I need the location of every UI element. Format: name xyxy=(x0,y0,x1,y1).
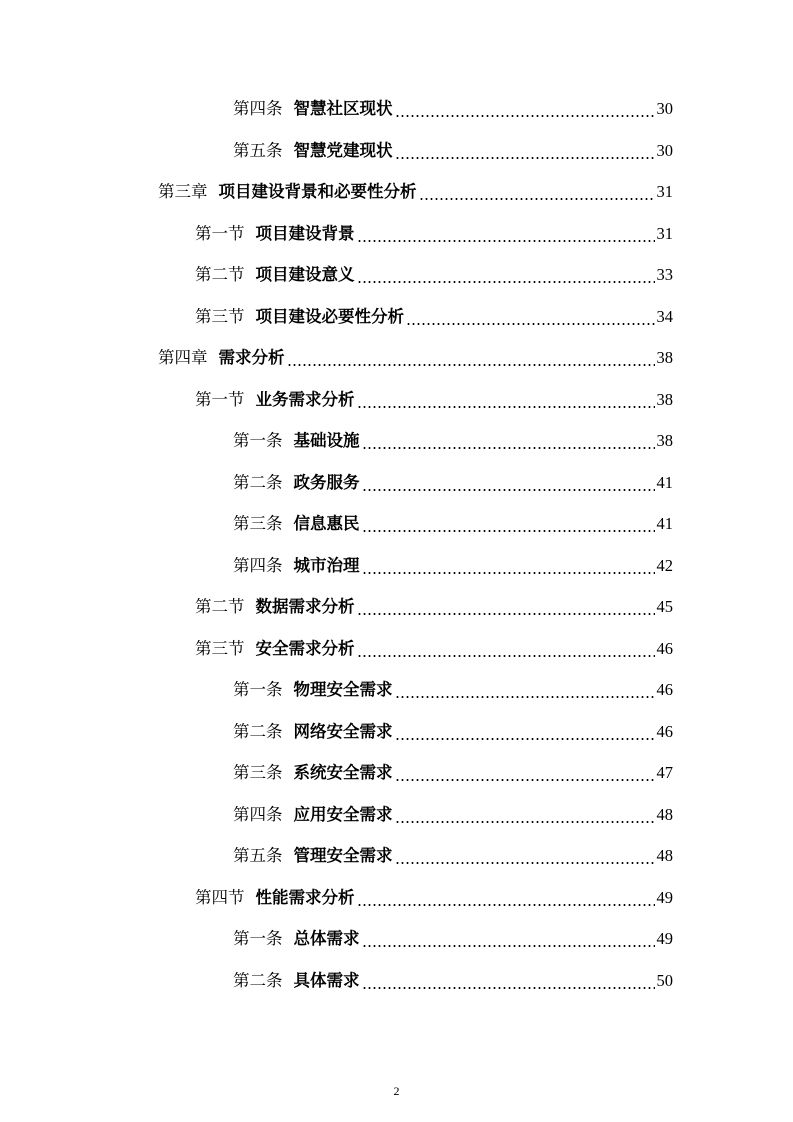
toc-entry-title: 项目建设背景和必要性分析 xyxy=(218,182,417,201)
toc-dot-leader xyxy=(406,305,655,329)
toc-dot-leader xyxy=(362,471,655,495)
toc-entry[interactable] xyxy=(195,222,673,246)
toc-entry-page: 46 xyxy=(656,639,673,658)
toc-entry[interactable] xyxy=(233,678,673,702)
toc-dot-leader xyxy=(287,346,655,370)
toc-dot-leader xyxy=(362,927,655,951)
toc-entry-page: 49 xyxy=(656,888,673,907)
toc-entry-page: 33 xyxy=(656,265,673,284)
page-number: 2 xyxy=(393,1084,400,1098)
toc-entry[interactable] xyxy=(233,927,673,951)
toc-dot-leader xyxy=(395,139,655,163)
toc-entry[interactable] xyxy=(158,180,673,204)
toc-dot-leader xyxy=(395,844,655,868)
toc-entry-page: 30 xyxy=(656,141,673,160)
toc-entry-page: 41 xyxy=(656,473,673,492)
toc-entry-number: 第二节 xyxy=(195,265,245,284)
toc-entry[interactable] xyxy=(233,761,673,785)
toc-entry-title: 项目建设背景 xyxy=(255,224,355,243)
toc-entry[interactable] xyxy=(195,263,673,287)
toc-dot-leader xyxy=(362,512,655,536)
toc-entry-page: 48 xyxy=(656,805,673,824)
toc-entry-number: 第三条 xyxy=(233,514,283,533)
toc-dot-leader xyxy=(419,180,655,204)
toc-entry-page: 47 xyxy=(656,763,673,782)
toc-entry-number: 第五条 xyxy=(233,141,283,160)
toc-entry[interactable] xyxy=(158,346,673,370)
toc-entry-page: 50 xyxy=(656,971,673,990)
toc-entry-title: 管理安全需求 xyxy=(293,846,393,865)
toc-entry-number: 第四条 xyxy=(233,805,283,824)
toc-entry-number: 第二节 xyxy=(195,597,245,616)
toc-entry-page: 38 xyxy=(656,348,673,367)
toc-entry-title: 智慧社区现状 xyxy=(293,99,393,118)
toc-entry-title: 基础设施 xyxy=(293,431,360,450)
toc-entry-page: 30 xyxy=(656,99,673,118)
toc-entry-title: 安全需求分析 xyxy=(255,639,355,658)
toc-entry-page: 34 xyxy=(656,307,673,326)
toc-entry[interactable] xyxy=(195,637,673,661)
toc-entry-page: 38 xyxy=(656,431,673,450)
toc-entry[interactable] xyxy=(195,886,673,910)
toc-dot-leader xyxy=(357,263,655,287)
toc-dot-leader xyxy=(357,595,655,619)
toc-entry[interactable] xyxy=(233,139,673,163)
toc-dot-leader xyxy=(362,429,655,453)
toc-entry[interactable] xyxy=(233,969,673,993)
toc-entry[interactable] xyxy=(195,305,673,329)
toc-entry-page: 46 xyxy=(656,722,673,741)
toc-entry-title: 需求分析 xyxy=(218,348,285,367)
toc-entry[interactable] xyxy=(233,429,673,453)
toc-entry[interactable] xyxy=(233,512,673,536)
toc-entry[interactable] xyxy=(233,844,673,868)
toc-entry-title: 业务需求分析 xyxy=(255,390,355,409)
toc-dot-leader xyxy=(357,886,655,910)
toc-entry-number: 第三条 xyxy=(233,763,283,782)
toc-entry-number: 第二条 xyxy=(233,722,283,741)
toc-dot-leader xyxy=(395,720,655,744)
toc-entry-page: 31 xyxy=(656,182,673,201)
toc-entry-number: 第二条 xyxy=(233,971,283,990)
toc-dot-leader xyxy=(395,761,655,785)
toc-entry-title: 物理安全需求 xyxy=(293,680,393,699)
toc-entry-number: 第四节 xyxy=(195,888,245,907)
toc-entry[interactable] xyxy=(195,595,673,619)
toc-entry[interactable] xyxy=(233,97,673,121)
toc-entry-page: 49 xyxy=(656,929,673,948)
toc-entry-title: 应用安全需求 xyxy=(293,805,393,824)
toc-entry-title: 信息惠民 xyxy=(293,514,360,533)
toc-entry-number: 第一条 xyxy=(233,680,283,699)
toc-entry-number: 第二条 xyxy=(233,473,283,492)
toc-entry-title: 数据需求分析 xyxy=(255,597,355,616)
toc-entry[interactable] xyxy=(233,720,673,744)
toc-entry-page: 45 xyxy=(656,597,673,616)
toc-entry-title: 系统安全需求 xyxy=(293,763,393,782)
toc-dot-leader xyxy=(357,637,655,661)
toc-entry-number: 第四条 xyxy=(233,99,283,118)
toc-entry-title: 项目建设意义 xyxy=(255,265,355,284)
toc-entry-title: 城市治理 xyxy=(293,556,360,575)
toc-entry-page: 42 xyxy=(656,556,673,575)
toc-entry-number: 第三节 xyxy=(195,639,245,658)
toc-dot-leader xyxy=(395,97,655,121)
toc-dot-leader xyxy=(395,803,655,827)
toc-entry-number: 第一节 xyxy=(195,224,245,243)
toc-entry-number: 第一条 xyxy=(233,929,283,948)
toc-dot-leader xyxy=(357,222,655,246)
toc-entry-page: 31 xyxy=(656,224,673,243)
toc-entry-title: 项目建设必要性分析 xyxy=(255,307,404,326)
toc-entry-number: 第四章 xyxy=(158,348,208,367)
toc-entry-title: 性能需求分析 xyxy=(255,888,355,907)
toc-entry[interactable] xyxy=(195,388,673,412)
toc-entry-title: 总体需求 xyxy=(293,929,360,948)
toc-entry-title: 政务服务 xyxy=(293,473,360,492)
toc-entry-title: 网络安全需求 xyxy=(293,722,393,741)
toc-entry-number: 第四条 xyxy=(233,556,283,575)
toc-entry[interactable] xyxy=(233,471,673,495)
toc-entry-page: 38 xyxy=(656,390,673,409)
toc-entry-title: 智慧党建现状 xyxy=(293,141,393,160)
toc-entry-page: 41 xyxy=(656,514,673,533)
toc-dot-leader xyxy=(362,969,655,993)
toc-entry-page: 46 xyxy=(656,680,673,699)
toc-entry[interactable] xyxy=(233,803,673,827)
toc-entry-page: 48 xyxy=(656,846,673,865)
toc-entry[interactable] xyxy=(233,554,673,578)
toc-entry-number: 第三节 xyxy=(195,307,245,326)
toc-entry-number: 第一节 xyxy=(195,390,245,409)
toc-entry-number: 第三章 xyxy=(158,182,208,201)
toc-dot-leader xyxy=(357,388,655,412)
toc-entry-number: 第五条 xyxy=(233,846,283,865)
toc-entry-number: 第一条 xyxy=(233,431,283,450)
toc-dot-leader xyxy=(395,678,655,702)
toc-dot-leader xyxy=(362,554,655,578)
toc-entry-title: 具体需求 xyxy=(293,971,360,990)
